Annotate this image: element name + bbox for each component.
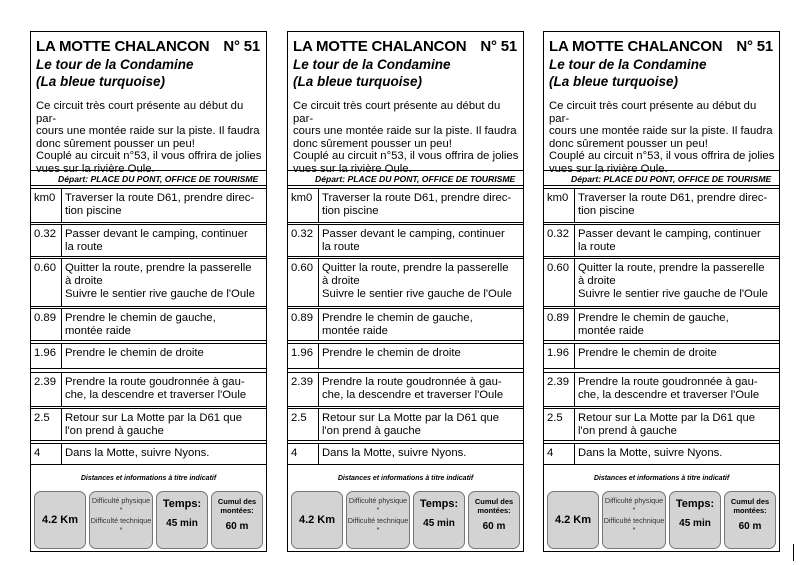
intro-text — [36, 100, 262, 176]
intro-line: Couplé au circuit n°53, il vous offrira de jolies — [293, 150, 519, 163]
step-km: 0.89 — [288, 309, 319, 340]
step-row — [544, 343, 779, 369]
step-text: Prendre le chemin de gauche, montée raide — [65, 312, 216, 337]
step-row — [31, 372, 266, 407]
step-text: Traverser la route D61, prendre direc- tion piscine — [578, 192, 768, 217]
elevation-badge — [724, 491, 776, 549]
card-subtitle: Le tour de la Condamine — [549, 57, 707, 72]
intro-line: cours une montée raide sur la piste. Il faudra — [549, 125, 773, 138]
route-card — [287, 31, 524, 552]
route-card — [30, 31, 267, 552]
step-text: Prendre la route goudronnée à gau- che, la descendre et traverser l'Oule — [322, 376, 504, 401]
step-km: 2.5 — [31, 409, 62, 440]
steps-table — [31, 188, 266, 463]
step-text: Prendre le chemin de droite — [65, 347, 204, 359]
step-km: 0.89 — [544, 309, 575, 340]
difficulty-badge — [346, 491, 410, 549]
step-text: Prendre le chemin de droite — [322, 347, 461, 359]
disclaimer-note: Distances et informations à titre indicatif — [337, 475, 474, 482]
time-value: 45 min — [679, 518, 711, 529]
summary-footer — [34, 491, 263, 549]
time-label: Temps: — [419, 498, 459, 510]
step-row — [544, 258, 779, 307]
step-row — [288, 408, 523, 441]
intro-text — [293, 100, 519, 176]
route-number: N° 51 — [736, 38, 773, 55]
intro-line: donc sûrement pousser un peu! — [549, 137, 708, 150]
step-km: 2.39 — [31, 373, 62, 406]
step-text: Retour sur La Motte par la D61 que l'on prend à gauche — [578, 412, 756, 437]
step-text: Prendre la route goudronnée à gau- che, la descendre et traverser l'Oule — [578, 376, 760, 401]
time-badge — [156, 491, 208, 549]
intro-line: vues sur la rivière Oule. — [293, 162, 412, 175]
step-km: 0.60 — [288, 259, 319, 306]
time-badge — [413, 491, 465, 549]
time-value: 45 min — [166, 518, 198, 529]
step-km: 4 — [288, 444, 319, 464]
intro-line: Ce circuit très court présente au début du par- — [293, 100, 501, 125]
step-text: Passer devant le camping, continuer la route — [65, 228, 248, 253]
step-row — [544, 372, 779, 407]
steps-table — [544, 188, 779, 463]
intro-line: donc sûrement pousser un peu! — [293, 137, 452, 150]
step-km: 2.39 — [288, 373, 319, 406]
step-row — [31, 408, 266, 441]
technical-difficulty-label: Difficulté technique — [347, 516, 409, 525]
step-row — [31, 258, 266, 307]
step-text: Quitter la route, prendre la passerelle à droite Suivre le sentier rive gauche de l'Oule — [65, 262, 255, 300]
physical-difficulty-rating: * — [632, 504, 636, 514]
step-row — [288, 258, 523, 307]
summary-footer — [547, 491, 776, 549]
intro-line: vues sur la rivière Oule. — [36, 162, 155, 175]
step-km: 2.5 — [544, 409, 575, 440]
step-km: 2.5 — [288, 409, 319, 440]
difficulty-badge — [89, 491, 153, 549]
elevation-badge — [468, 491, 520, 549]
step-row — [31, 188, 266, 223]
elevation-badge — [211, 491, 263, 549]
route-number: N° 51 — [223, 38, 260, 55]
step-row — [544, 408, 779, 441]
route-card — [543, 31, 780, 552]
step-km: km0 — [544, 189, 575, 222]
step-km: 0.32 — [31, 225, 62, 256]
route-number: N° 51 — [480, 38, 517, 55]
step-text: Retour sur La Motte par la D61 que l'on prend à gauche — [65, 412, 243, 437]
disclaimer-note: Distances et informations à titre indicatif — [80, 475, 217, 482]
step-text: Prendre la route goudronnée à gau- che, la descendre et traverser l'Oule — [65, 376, 247, 401]
intro-line: donc sûrement pousser un peu! — [36, 137, 195, 150]
step-row — [288, 308, 523, 341]
card-subtitle: Le tour de la Condamine — [293, 57, 451, 72]
step-text: Passer devant le camping, continuer la route — [322, 228, 505, 253]
card-header — [36, 38, 260, 90]
intro-line: cours une montée raide sur la piste. Il faudra — [293, 125, 517, 138]
physical-difficulty-rating: * — [376, 504, 380, 514]
difficulty-badge — [602, 491, 666, 549]
intro-line: Ce circuit très court présente au début du par- — [36, 100, 244, 125]
card-subtitle-color: (La bleue turquoise) — [36, 74, 166, 89]
step-km: 4 — [31, 444, 62, 464]
intro-line: cours une montée raide sur la piste. Il faudra — [36, 125, 260, 138]
step-km: 1.96 — [288, 344, 319, 368]
card-title: LA MOTTE CHALANCON — [549, 38, 723, 55]
step-text: Passer devant le camping, continuer la route — [578, 228, 761, 253]
time-value: 45 min — [423, 518, 455, 529]
departure-point: Départ: PLACE DU PONT, OFFICE DE TOURISME — [544, 170, 779, 186]
step-row — [544, 443, 779, 465]
card-title: LA MOTTE CHALANCON — [293, 38, 467, 55]
intro-line: Couplé au circuit n°53, il vous offrira de jolies — [549, 150, 775, 163]
step-km: 0.89 — [31, 309, 62, 340]
step-text: Prendre le chemin de gauche, montée raide — [578, 312, 729, 337]
time-label: Temps: — [675, 498, 715, 510]
distance-badge: 4.2 Km — [34, 491, 86, 549]
step-km: 1.96 — [31, 344, 62, 368]
step-row — [31, 343, 266, 369]
step-row — [288, 224, 523, 257]
step-text: Traverser la route D61, prendre direc- tion piscine — [322, 192, 512, 217]
step-text: Quitter la route, prendre la passerelle à droite Suivre le sentier rive gauche de l'Oule — [578, 262, 768, 300]
step-km: 0.60 — [544, 259, 575, 306]
elevation-value: 60 m — [482, 521, 506, 532]
step-text: Dans la Motte, suivre Nyons. — [322, 447, 467, 459]
step-row — [31, 224, 266, 257]
card-title: LA MOTTE CHALANCON — [36, 38, 210, 55]
steps-table — [288, 188, 523, 463]
physical-difficulty-label: Difficulté physique — [348, 496, 408, 505]
step-km: 0.60 — [31, 259, 62, 306]
step-row — [544, 308, 779, 341]
time-badge — [669, 491, 721, 549]
physical-difficulty-label: Difficulté physique — [91, 496, 151, 505]
step-row — [288, 372, 523, 407]
intro-text — [549, 100, 775, 176]
elevation-value: 60 m — [225, 521, 249, 532]
elevation-label: Cumul des montées: — [730, 497, 770, 515]
step-km: 4 — [544, 444, 575, 464]
step-text: Prendre le chemin de gauche, montée raide — [322, 312, 473, 337]
step-row — [288, 188, 523, 223]
technical-difficulty-rating: * — [376, 524, 380, 534]
technical-difficulty-label: Difficulté technique — [603, 516, 665, 525]
step-km: 2.39 — [544, 373, 575, 406]
intro-line: Ce circuit très court présente au début du par- — [549, 100, 757, 125]
elevation-label: Cumul des montées: — [474, 497, 514, 515]
card-subtitle-color: (La bleue turquoise) — [293, 74, 423, 89]
elevation-label: Cumul des montées: — [217, 497, 257, 515]
step-text: Traverser la route D61, prendre direc- tion piscine — [65, 192, 255, 217]
disclaimer-note: Distances et informations à titre indicatif — [593, 475, 730, 482]
step-text: Dans la Motte, suivre Nyons. — [65, 447, 210, 459]
step-km: 1.96 — [544, 344, 575, 368]
card-header — [293, 38, 517, 90]
physical-difficulty-rating: * — [119, 504, 123, 514]
step-km: 0.32 — [544, 225, 575, 256]
step-row — [31, 443, 266, 465]
departure-point: Départ: PLACE DU PONT, OFFICE DE TOURISME — [288, 170, 523, 186]
card-subtitle: Le tour de la Condamine — [36, 57, 194, 72]
step-km: km0 — [31, 189, 62, 222]
step-text: Retour sur La Motte par la D61 que l'on prend à gauche — [322, 412, 500, 437]
step-row — [544, 224, 779, 257]
technical-difficulty-rating: * — [632, 524, 636, 534]
card-header — [549, 38, 773, 90]
step-row — [288, 443, 523, 465]
step-text: Quitter la route, prendre la passerelle à droite Suivre le sentier rive gauche de l'Oule — [322, 262, 512, 300]
physical-difficulty-label: Difficulté physique — [604, 496, 664, 505]
distance-badge: 4.2 Km — [291, 491, 343, 549]
intro-line: Couplé au circuit n°53, il vous offrira de jolies — [36, 150, 262, 163]
technical-difficulty-rating: * — [119, 524, 123, 534]
departure-point: Départ: PLACE DU PONT, OFFICE DE TOURISME — [31, 170, 266, 186]
technical-difficulty-label: Difficulté technique — [90, 516, 152, 525]
intro-line: vues sur la rivière Oule. — [549, 162, 668, 175]
distance-badge: 4.2 Km — [547, 491, 599, 549]
elevation-value: 60 m — [738, 521, 762, 532]
step-km: km0 — [288, 189, 319, 222]
card-subtitle-color: (La bleue turquoise) — [549, 74, 679, 89]
step-row — [31, 308, 266, 341]
step-text: Prendre le chemin de droite — [578, 347, 717, 359]
step-row — [544, 188, 779, 223]
step-row — [288, 343, 523, 369]
time-label: Temps: — [162, 498, 202, 510]
step-km: 0.32 — [288, 225, 319, 256]
step-text: Dans la Motte, suivre Nyons. — [578, 447, 723, 459]
summary-footer — [291, 491, 520, 549]
page-edge-mark — [793, 544, 794, 561]
